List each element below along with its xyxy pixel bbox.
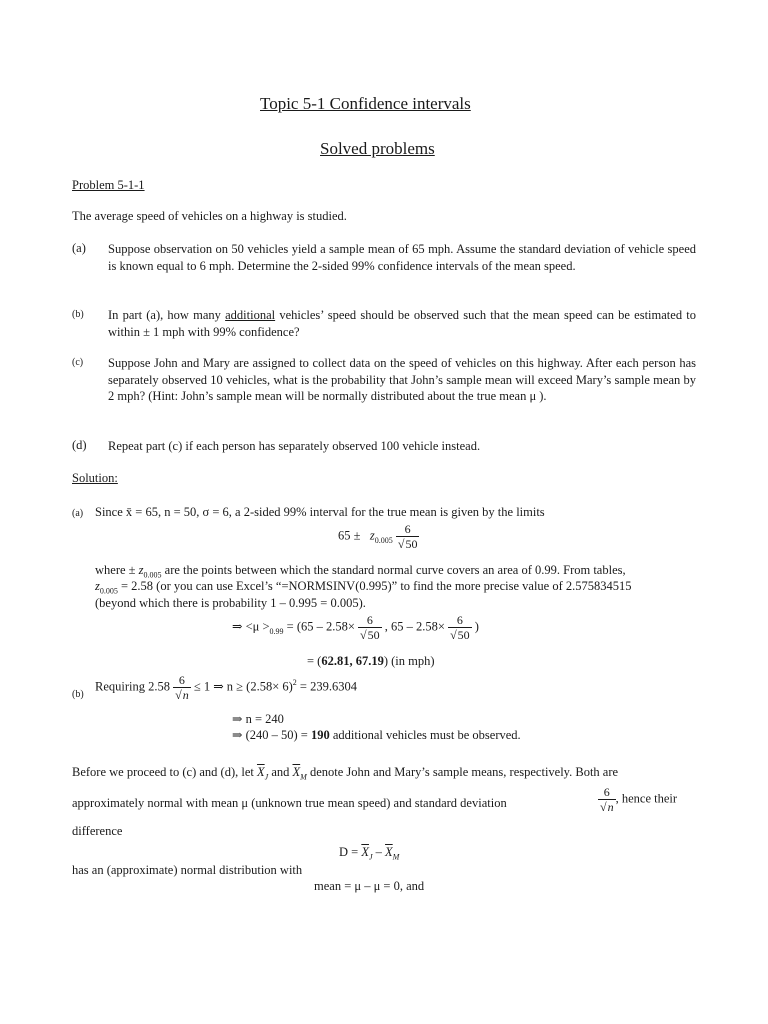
solution-b-label: (b) bbox=[72, 689, 84, 700]
item-b-text: In part (a), how many additional vehicles’ speed should be observed such that the mean speed can be estimated to within ± 1 mph with 99% confidence? bbox=[108, 308, 696, 339]
item-a-text: Suppose observation on 50 vehicles yield a sample mean of 65 mph. Assume the standard deviation of vehicle speed is known equal to 6 mph. Determine the 2-sided 99% confidence intervals of the mean speed. bbox=[108, 242, 696, 273]
item-d-label: (d) bbox=[72, 438, 87, 452]
solution-heading: Solution: bbox=[72, 471, 118, 485]
item-c-text: Suppose John and Mary are assigned to collect data on the speed of vehicles on this highway. After each person has separately observed 10 vehicles, what is the probability that John’s sample mean will exceed Mary’s sample mean by 2 mph? (Hint: John’s sample mean will be normally distributed about the true mean μ ). bbox=[108, 356, 696, 403]
solution-a-line: Since x̄ = 65, n = 50, σ = 6, a 2-sided 99% interval for the true mean is given by the limits bbox=[95, 505, 545, 519]
page-title: Topic 5-1 Confidence intervals bbox=[260, 94, 471, 113]
closing-line4: has an (approximate) normal distribution with bbox=[72, 863, 303, 877]
item-c-label: (c) bbox=[72, 357, 84, 368]
problem-intro: The average speed of vehicles on a highway is studied. bbox=[72, 209, 347, 223]
solution-a-label: (a) bbox=[72, 508, 84, 519]
formula-ci: ⇒ $<\mu >_{0.99} = (65 - 2.58\times$ $\frac{6}{√50}$ , 65 – 2.58× $\frac{6}{√50}$ ) bbox=[232, 613, 479, 642]
formula-difference: $D = \overline{X}_J - \overline{X}_M$ bbox=[339, 845, 400, 862]
solution-a-where: where ± $z_{0.005}$ are the points between which the standard normal curve covers an area of 0.99. From tables, bbox=[95, 563, 626, 580]
formula-n: ⇒ n = 240 bbox=[232, 712, 284, 726]
problem-heading: Problem 5-1-1 bbox=[72, 178, 145, 192]
closing-line2: approximately normal with mean μ (unknown true mean speed) and standard deviation bbox=[72, 796, 507, 810]
closing-line1: Before we proceed to (c) and (d), let $\overline{X}_J$ and $\overline{X}_M$ denote John and Mary’s sample means, respectively. Both are bbox=[72, 765, 619, 782]
formula-additional: ⇒ (240 – 50) = 190 additional vehicles must be observed. bbox=[232, 728, 521, 742]
solution-a-tables: $z_{0.005} = 2.58$ (or you can use Excel’s “=NORMSINV(0.995)” to find the more precise value of 2.575834515 bbox=[95, 579, 632, 596]
page-subtitle: Solved problems bbox=[320, 139, 435, 158]
solution-a-beyond: (beyond which there is probability 1 – 0.995 = 0.005). bbox=[95, 596, 366, 610]
closing-sd-fraction: $\frac{6}{√n}$ , hence their bbox=[600, 785, 678, 814]
item-d-text: Repeat part (c) if each person has separately observed 100 vehicle instead. bbox=[108, 439, 481, 453]
formula-requiring: Requiring 2.58 $\frac{6}{√n}$ ≤ 1 ⇒ $n \ge (2.58\times 6)^2 = 239.6304$ bbox=[95, 673, 357, 702]
formula-result: = (62.81, 67.19) (in mph) bbox=[307, 654, 435, 668]
closing-line3: difference bbox=[72, 824, 123, 838]
item-a-label: (a) bbox=[72, 241, 86, 255]
formula-mean: mean = μ – μ = 0, and bbox=[314, 879, 425, 893]
formula-interval: 65 ± $z_{0.005}$ $\frac{6}{√50}$ bbox=[338, 522, 418, 551]
item-b-label: (b) bbox=[72, 309, 84, 320]
